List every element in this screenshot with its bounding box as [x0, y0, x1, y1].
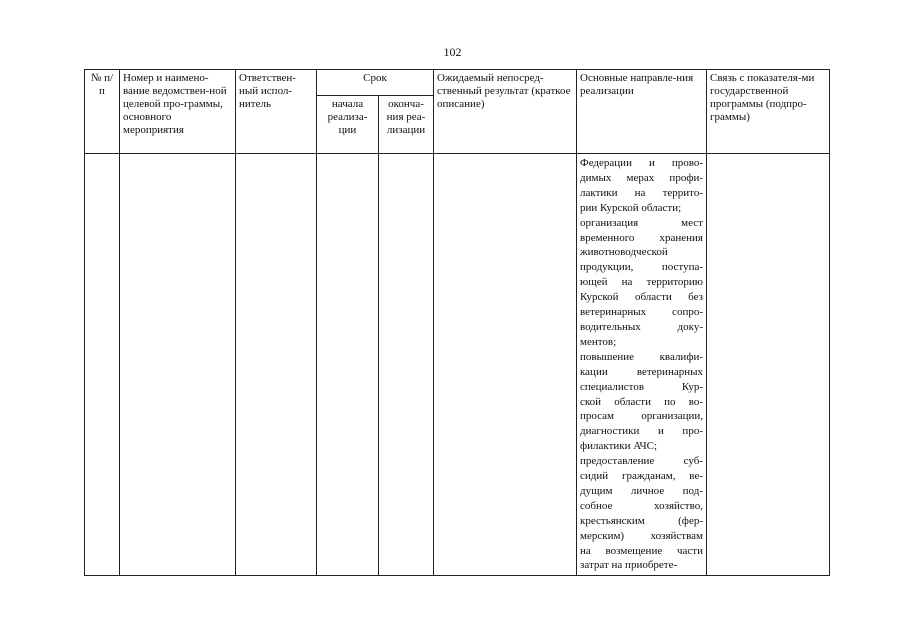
cell-num	[85, 154, 120, 576]
cell-link	[707, 154, 830, 576]
directions-line: на возмещение части	[580, 544, 703, 557]
cell-executor	[236, 154, 317, 576]
directions-line: просам организации,	[580, 410, 703, 423]
directions-line: лактики на террито-	[580, 186, 703, 199]
directions-line: организация мест	[580, 216, 703, 229]
directions-line: Федерации и прово-	[580, 157, 703, 169]
directions-line: кации ветеринарных	[580, 365, 703, 378]
header-srok: Срок	[317, 70, 434, 96]
directions-line: филактики АЧС;	[580, 440, 658, 453]
directions-line: водительных доку-	[580, 320, 703, 333]
header-directions: Основные направле-ния реализации	[577, 70, 707, 154]
directions-line: димых мерах профи-	[580, 171, 703, 184]
header-srok-start: начала реализа-ции	[317, 96, 379, 154]
directions-line: ющей на территорию	[580, 276, 703, 289]
header-executor: Ответствен-ный испол-нитель	[236, 70, 317, 154]
directions-line: Курской области без	[580, 291, 703, 304]
directions-line: сидий гражданам, ве-	[580, 470, 703, 483]
directions-line: крестьянским (фер-	[580, 514, 703, 527]
header-srok-end: оконча-ния реа-лизации	[379, 96, 434, 154]
directions-line: ской области по во-	[580, 395, 703, 408]
header-program: Номер и наимено-вание ведомствен-ной целевой про-граммы, основного мероприятия	[120, 70, 236, 154]
directions-line: повышение квалифи-	[580, 350, 703, 363]
header-link: Связь с показателя-ми государственной программы (подпро-граммы)	[707, 70, 830, 154]
directions-text	[580, 156, 703, 573]
cell-program	[120, 154, 236, 576]
directions-line: предоставление суб-	[580, 455, 703, 468]
directions-line: рии Курской области;	[580, 201, 682, 214]
directions-line: диагностики и про-	[580, 425, 703, 438]
directions-line: ментов;	[580, 335, 617, 348]
directions-line: ветеринарных сопро-	[580, 306, 703, 319]
cell-srok-end	[379, 154, 434, 576]
directions-line: собное хозяйство,	[580, 499, 703, 512]
directions-line: продукции, поступа-	[580, 261, 703, 274]
header-num: № п/п	[85, 70, 120, 154]
directions-line: мерским) хозяйствам	[580, 529, 703, 542]
directions-line: животноводческой	[580, 246, 668, 259]
cell-srok-start	[317, 154, 379, 576]
table-row	[85, 154, 830, 576]
cell-directions	[577, 154, 707, 576]
cell-result	[434, 154, 577, 576]
page-number: 102	[443, 45, 462, 59]
header-result: Ожидаемый непосред-ственный результат (краткое описание)	[434, 70, 577, 154]
directions-line: дущим личное под-	[580, 484, 703, 497]
directions-line: затрат на приобрете-	[580, 559, 678, 572]
directions-line: временного хранения	[580, 231, 703, 244]
program-table	[84, 69, 830, 576]
directions-line: специалистов Кур-	[580, 380, 703, 393]
